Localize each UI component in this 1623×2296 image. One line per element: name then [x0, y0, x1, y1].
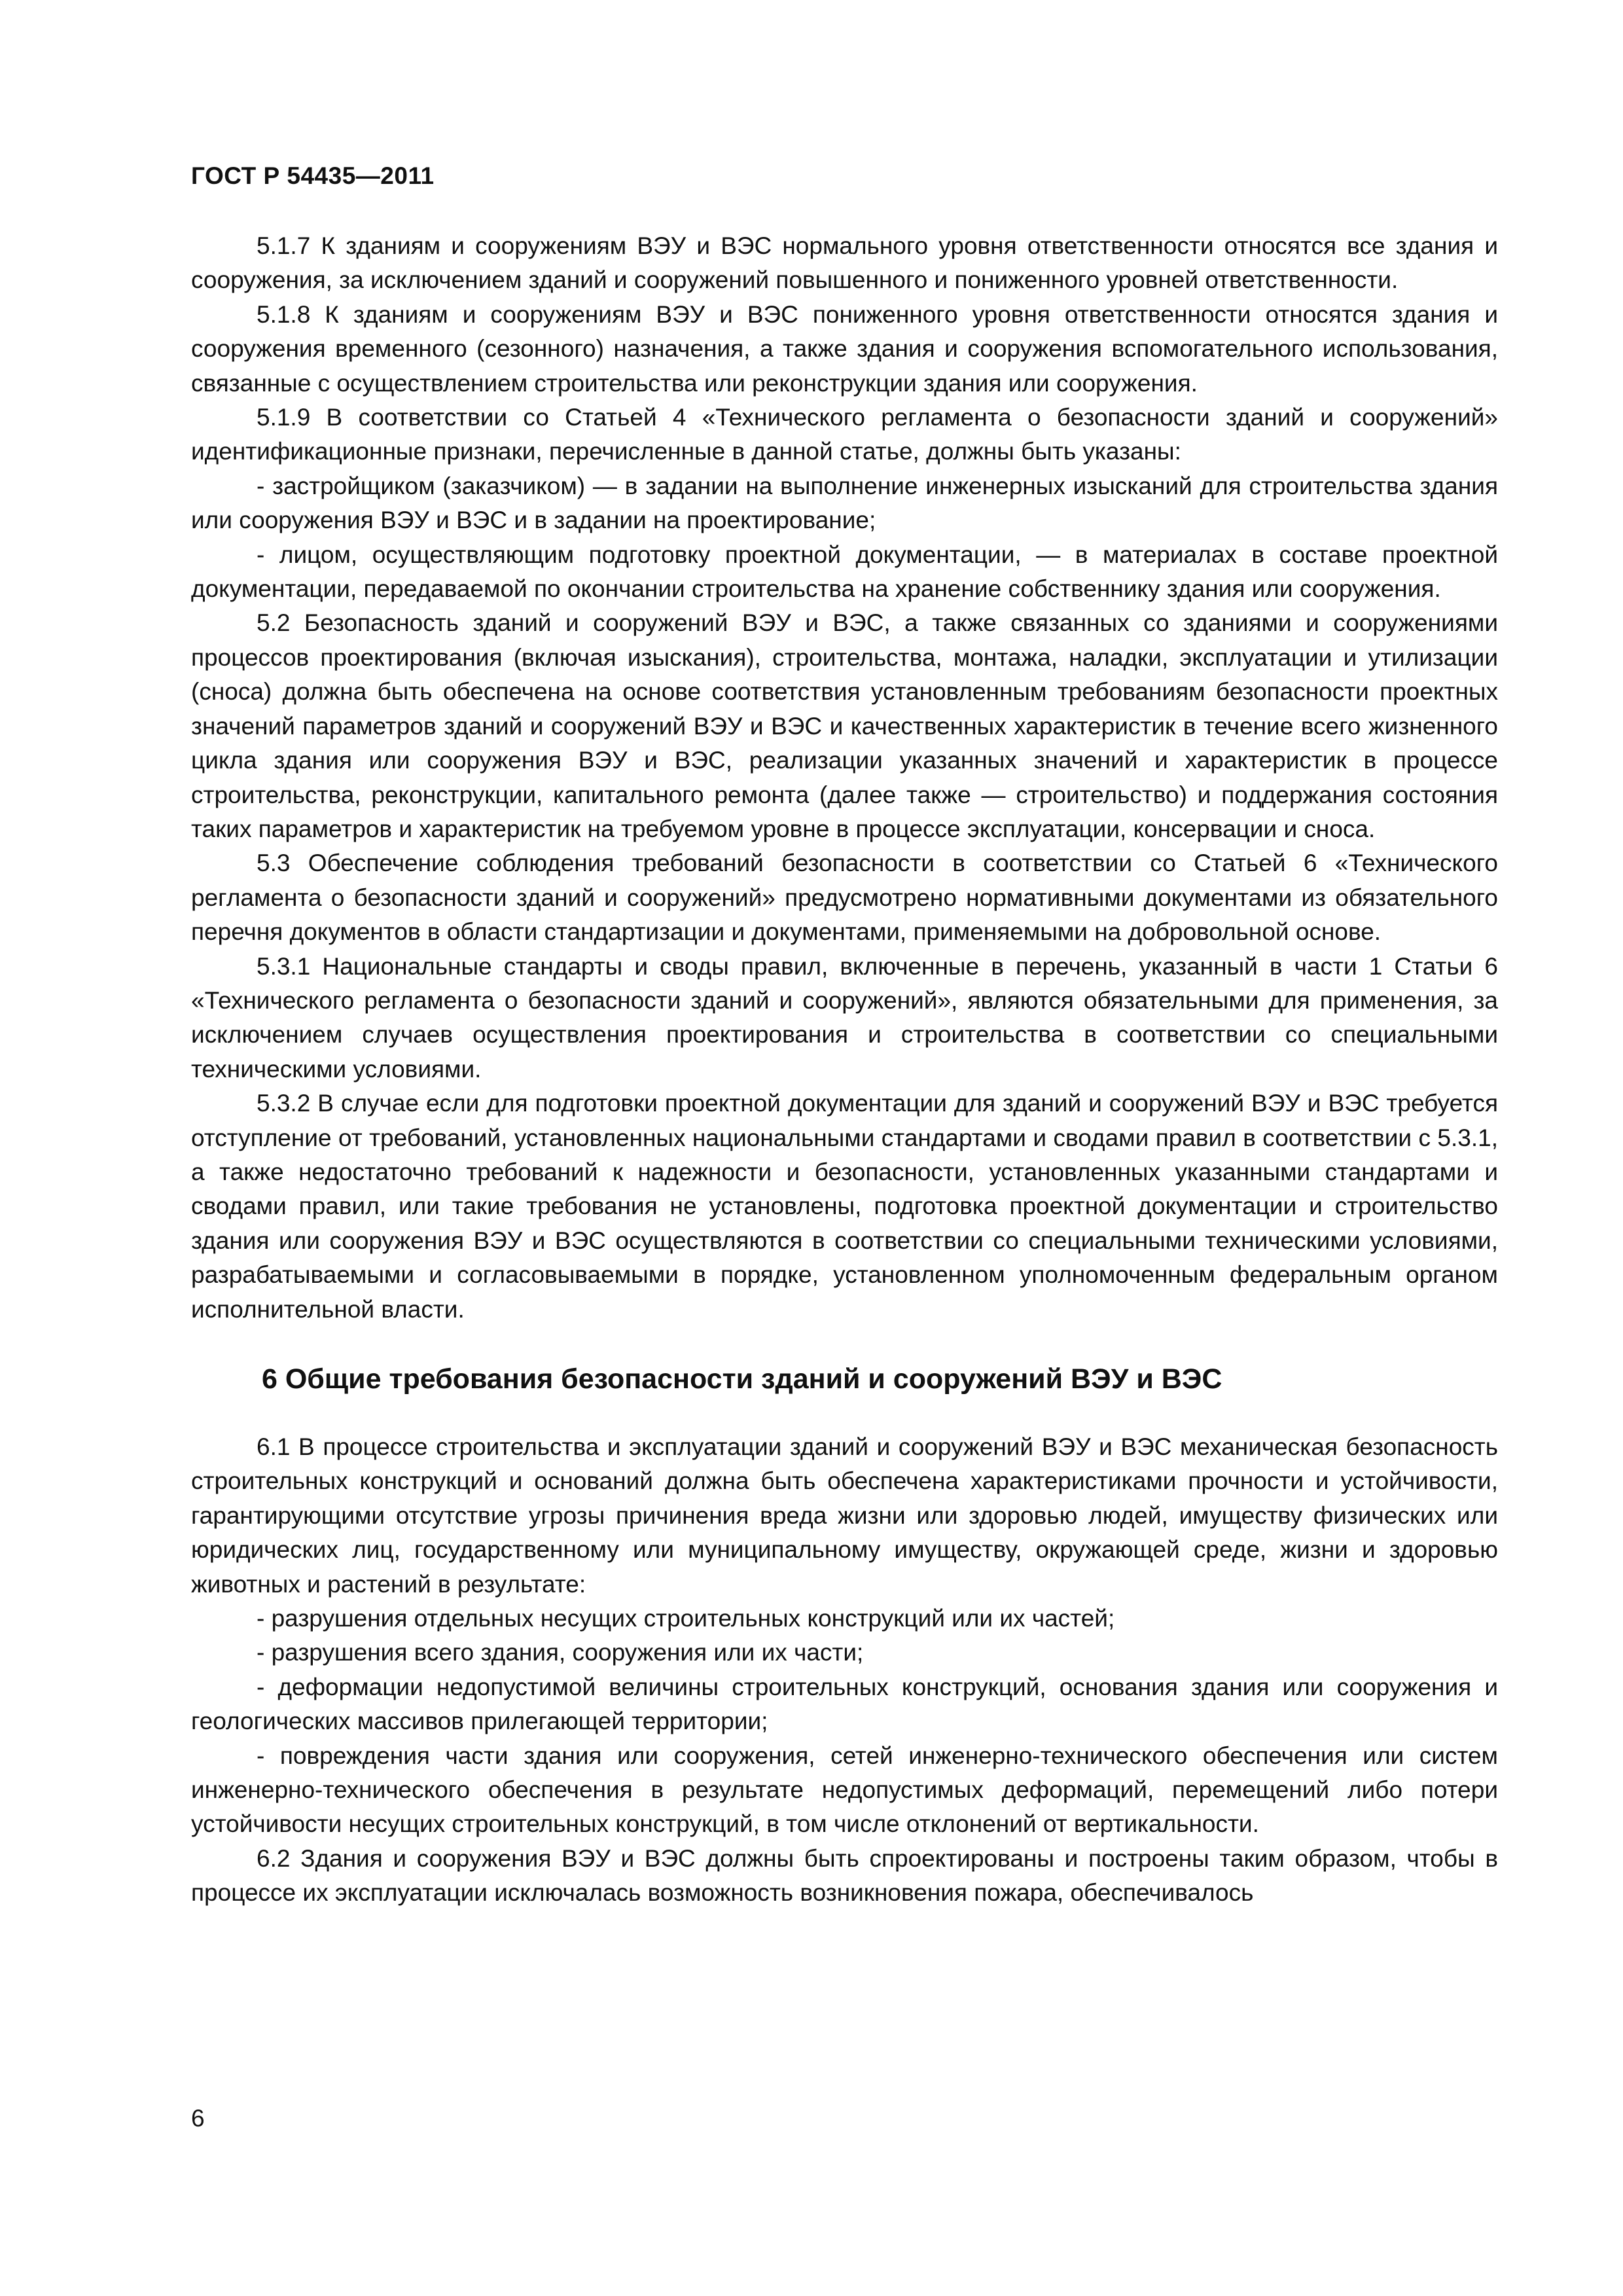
list-item-6-1-deformation: - деформации недопустимой величины строительных конструкций, основания здания или сооружения и геологических массивов прилегающей территории; [191, 1673, 1498, 1735]
document-body [191, 229, 1498, 1910]
paragraph-5-3-1: 5.3.1 Национальные стандарты и своды правил, включенные в перечень, указанный в части 1 Статьи 6 «Технического регламента о безопасности зданий и сооружений», являются обязательными для применения, за исключением случаев осуществления проектирования и строительства в соответствии со специальными техническими условиями. [191, 952, 1498, 1083]
paragraph-6-1: 6.1 В процессе строительства и эксплуатации зданий и сооружений ВЭУ и ВЭС механическая безопасность строительных конструкций и оснований должна быть обеспечена характеристиками прочности и устойчивости, гарантирующими отсутствие угрозы причинения вреда жизни или здоровью людей, имуществу физических или юридических лиц, государственному или муниципальному имуществу, окружающей среде, жизни и здоровью животных и растений в результате: [191, 1433, 1498, 1598]
paragraph-5-1-8: 5.1.8 К зданиям и сооружениям ВЭУ и ВЭС пониженного уровня ответственности относятся здания и сооружения временного (сезонного) назначения, а также здания и сооружения вспомогательного использования, связанные с осуществлением строительства или реконструкции здания или сооружения. [191, 300, 1498, 397]
list-item-5-1-9-designer: - лицом, осуществляющим подготовку проектной документации, — в материалах в составе проектной документации, передаваемой по окончании строительства на хранение собственнику здания или сооружения. [191, 541, 1498, 603]
section-6-heading: 6 Общие требования безопасности зданий и сооружений ВЭУ и ВЭС [262, 1363, 1222, 1395]
list-item-6-1-damage: - повреждения части здания или сооружения, сетей инженерно-технического обеспечения или систем инженерно-технического обеспечения в результате недопустимых деформаций, перемещений либо потери устойчивости несущих строительных конструкций, в том числе отклонений от вертикальности. [191, 1742, 1498, 1838]
list-item-6-1-whole-building: - разрушения всего здания, сооружения или их части; [257, 1639, 864, 1666]
paragraph-5-3-2: 5.3.2 В случае если для подготовки проектной документации для зданий и сооружений ВЭУ и ВЭС требуется отступление от требований, установленных национальными стандартами и сводами правил в соответствии с 5.3.1, а также недостаточно требований к надежности и безопасности, установленных указанными стандартами и сводами правил, или такие требования не установлены, подготовка проектной документации и строительство здания или сооружения ВЭУ и ВЭС осуществляются в соответствии со специальными техническими условиями, разрабатываемыми и согласовываемыми в порядке, установленном уполномоченным федеральным органом исполнительной власти. [191, 1090, 1498, 1323]
list-item-5-1-9-developer: - застройщиком (заказчиком) — в задании на выполнение инженерных изысканий для строительства здания или сооружения ВЭУ и ВЭС и в задании на проектирование; [191, 472, 1498, 534]
list-item-6-1-structures: - разрушения отдельных несущих строительных конструкций или их частей; [257, 1605, 1115, 1632]
paragraph-5-3: 5.3 Обеспечение соблюдения требований безопасности в соответствии со Статьей 6 «Технического регламента о безопасности зданий и сооружений» предусмотрено нормативными документами из обязательного перечня документов в области стандартизации и документами, применяемыми на добровольной основе. [191, 850, 1498, 946]
paragraph-5-1-7: 5.1.7 К зданиям и сооружениям ВЭУ и ВЭС нормального уровня ответственности относятся все здания и сооружения, за исключением зданий и сооружений повышенного и пониженного уровней ответственности. [191, 232, 1498, 294]
page-number: 6 [191, 2105, 205, 2132]
paragraph-5-1-9: 5.1.9 В соответствии со Статьей 4 «Технического регламента о безопасности зданий и сооружений» идентификационные признаки, перечисленные в данной статье, должны быть указаны: [191, 404, 1498, 465]
paragraph-5-2: 5.2 Безопасность зданий и сооружений ВЭУ и ВЭС, а также связанных со зданиями и сооружениями процессов проектирования (включая изыскания), строительства, монтажа, наладки, эксплуатации и утилизации (сноса) должна быть обеспечена на основе соответствия установленным требованиям безопасности проектных значений параметров зданий и сооружений ВЭУ и ВЭС и качественных характеристик в течение всего жизненного цикла здания или сооружения ВЭУ и ВЭС, реализации указанных значений и характеристик в процессе строительства, реконструкции, капитального ремонта (далее также — строительство) и поддержания состояния таких параметров и характеристик на требуемом уровне в процессе эксплуатации, консервации и сноса. [191, 609, 1498, 842]
document-header-gost-id: ГОСТ Р 54435—2011 [191, 162, 435, 189]
paragraph-6-2: 6.2 Здания и сооружения ВЭУ и ВЭС должны быть спроектированы и построены таким образом, чтобы в процессе их эксплуатации исключалась возможность возникновения пожара, обеспечивалось [191, 1844, 1498, 1907]
